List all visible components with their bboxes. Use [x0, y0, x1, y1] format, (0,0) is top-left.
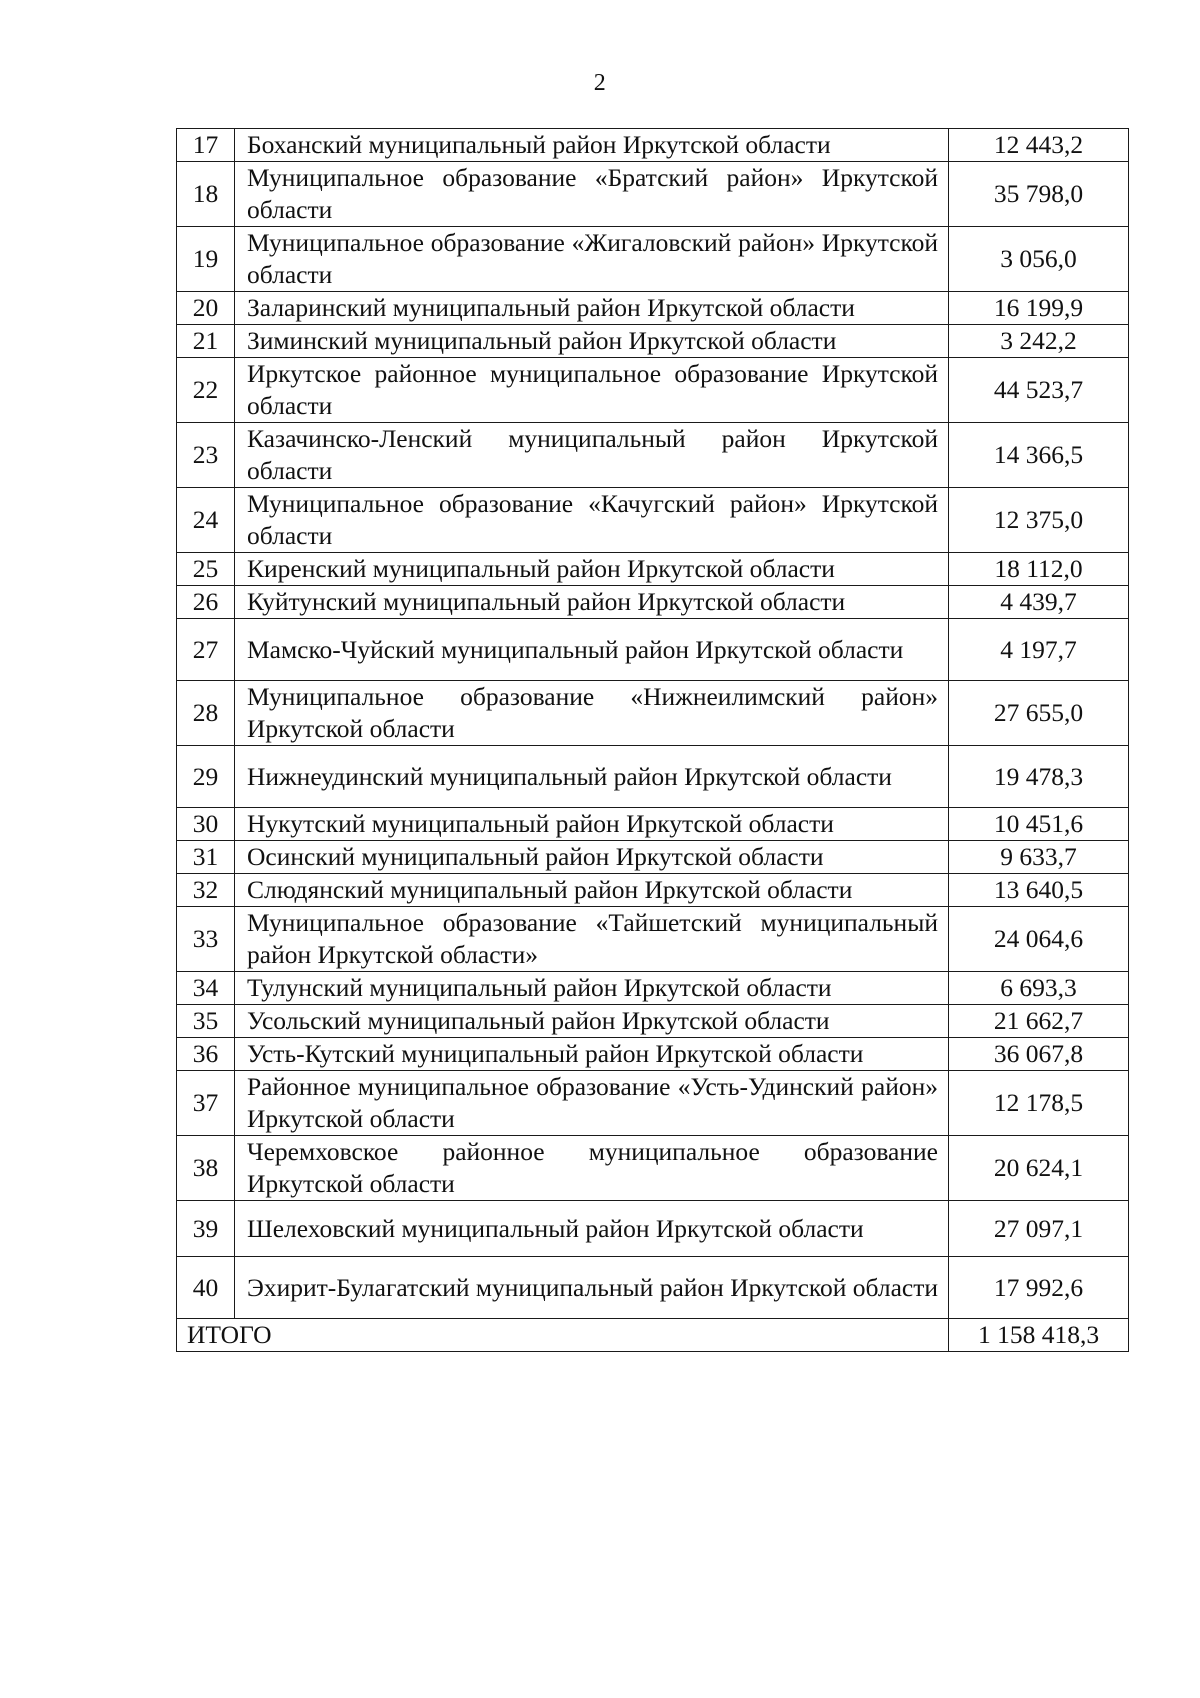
- row-number: 36: [177, 1038, 235, 1071]
- amount-value: 3 242,2: [949, 325, 1129, 358]
- total-label: ИТОГО: [177, 1319, 949, 1352]
- row-number: 18: [177, 162, 235, 227]
- row-number: 26: [177, 586, 235, 619]
- table-row: [177, 292, 1129, 325]
- table-row: [177, 358, 1129, 423]
- amount-value: 16 199,9: [949, 292, 1129, 325]
- table-row: [177, 874, 1129, 907]
- amount-value: 9 633,7: [949, 841, 1129, 874]
- page-number: 2: [593, 70, 607, 96]
- row-number: 25: [177, 553, 235, 586]
- amount-value: 20 624,1: [949, 1136, 1129, 1201]
- amount-value: 14 366,5: [949, 423, 1129, 488]
- amount-value: 24 064,6: [949, 907, 1129, 972]
- amount-value: 12 178,5: [949, 1071, 1129, 1136]
- municipality-name: Черемховское районное муниципальное образование Иркутской области: [235, 1136, 949, 1201]
- amount-value: 27 655,0: [949, 681, 1129, 746]
- table-row: [177, 619, 1129, 681]
- table-row: [177, 972, 1129, 1005]
- amount-value: 13 640,5: [949, 874, 1129, 907]
- row-number: 29: [177, 746, 235, 808]
- table-row: [177, 746, 1129, 808]
- table-row: [177, 808, 1129, 841]
- municipality-name: Тулунский муниципальный район Иркутской области: [235, 972, 949, 1005]
- table-row: [177, 1136, 1129, 1201]
- row-number: 21: [177, 325, 235, 358]
- amount-value: 6 693,3: [949, 972, 1129, 1005]
- municipality-name: Муниципальное образование «Жигаловский район» Иркутской области: [235, 227, 949, 292]
- table-row: [177, 907, 1129, 972]
- table-row: [177, 162, 1129, 227]
- row-number: 23: [177, 423, 235, 488]
- municipality-name: Нукутский муниципальный район Иркутской области: [235, 808, 949, 841]
- municipality-name: Киренский муниципальный район Иркутской области: [235, 553, 949, 586]
- table-row: [177, 1005, 1129, 1038]
- row-number: 34: [177, 972, 235, 1005]
- table-row: [177, 553, 1129, 586]
- municipality-name: Эхирит-Булагатский муниципальный район Иркутской области: [235, 1257, 949, 1319]
- municipality-name: Иркутское районное муниципальное образование Иркутской области: [235, 358, 949, 423]
- row-number: 38: [177, 1136, 235, 1201]
- row-number: 37: [177, 1071, 235, 1136]
- table-row: [177, 129, 1129, 162]
- table-row: [177, 325, 1129, 358]
- municipality-name: Боханский муниципальный район Иркутской области: [235, 129, 949, 162]
- row-number: 30: [177, 808, 235, 841]
- total-row: [177, 1319, 1129, 1352]
- municipality-name: Слюдянский муниципальный район Иркутской области: [235, 874, 949, 907]
- total-value: 1 158 418,3: [949, 1319, 1129, 1352]
- municipality-name: Районное муниципальное образование «Усть-Удинский район» Иркутской области: [235, 1071, 949, 1136]
- row-number: 39: [177, 1201, 235, 1257]
- table-row: [177, 488, 1129, 553]
- table-row: [177, 1038, 1129, 1071]
- municipality-name: Муниципальное образование «Братский район» Иркутской области: [235, 162, 949, 227]
- amount-value: 27 097,1: [949, 1201, 1129, 1257]
- table-row: [177, 586, 1129, 619]
- row-number: 22: [177, 358, 235, 423]
- row-number: 28: [177, 681, 235, 746]
- table-row: [177, 1257, 1129, 1319]
- municipality-name: Муниципальное образование «Тайшетский муниципальный район Иркутской области»: [235, 907, 949, 972]
- row-number: 32: [177, 874, 235, 907]
- row-number: 27: [177, 619, 235, 681]
- row-number: 19: [177, 227, 235, 292]
- municipality-name: Муниципальное образование «Нижнеилимский район» Иркутской области: [235, 681, 949, 746]
- amount-value: 12 375,0: [949, 488, 1129, 553]
- amount-value: 4 197,7: [949, 619, 1129, 681]
- municipality-name: Заларинский муниципальный район Иркутской области: [235, 292, 949, 325]
- amount-value: 36 067,8: [949, 1038, 1129, 1071]
- municipality-name: Казачинско-Ленский муниципальный район Иркутской области: [235, 423, 949, 488]
- row-number: 17: [177, 129, 235, 162]
- amount-value: 19 478,3: [949, 746, 1129, 808]
- table-row: [177, 227, 1129, 292]
- amount-value: 35 798,0: [949, 162, 1129, 227]
- table-row: [177, 1201, 1129, 1257]
- municipality-name: Куйтунский муниципальный район Иркутской области: [235, 586, 949, 619]
- table-body: [177, 129, 1129, 1352]
- amount-value: 10 451,6: [949, 808, 1129, 841]
- row-number: 31: [177, 841, 235, 874]
- municipality-name: Усольский муниципальный район Иркутской области: [235, 1005, 949, 1038]
- municipality-name: Муниципальное образование «Качугский район» Иркутской области: [235, 488, 949, 553]
- municipality-name: Мамско-Чуйский муниципальный район Иркутской области: [235, 619, 949, 681]
- amount-value: 44 523,7: [949, 358, 1129, 423]
- table-row: [177, 423, 1129, 488]
- municipality-name: Осинский муниципальный район Иркутской области: [235, 841, 949, 874]
- amount-value: 18 112,0: [949, 553, 1129, 586]
- municipality-name: Нижнеудинский муниципальный район Иркутской области: [235, 746, 949, 808]
- municipality-name: Зиминский муниципальный район Иркутской области: [235, 325, 949, 358]
- table-row: [177, 681, 1129, 746]
- table-row: [177, 1071, 1129, 1136]
- table-row: [177, 841, 1129, 874]
- amount-value: 12 443,2: [949, 129, 1129, 162]
- amount-value: 3 056,0: [949, 227, 1129, 292]
- row-number: 35: [177, 1005, 235, 1038]
- row-number: 40: [177, 1257, 235, 1319]
- municipality-name: Шелеховский муниципальный район Иркутской области: [235, 1201, 949, 1257]
- row-number: 20: [177, 292, 235, 325]
- municipality-name: Усть-Кутский муниципальный район Иркутской области: [235, 1038, 949, 1071]
- row-number: 33: [177, 907, 235, 972]
- amount-value: 4 439,7: [949, 586, 1129, 619]
- amount-value: 17 992,6: [949, 1257, 1129, 1319]
- allocation-table: [176, 128, 1129, 1352]
- amount-value: 21 662,7: [949, 1005, 1129, 1038]
- row-number: 24: [177, 488, 235, 553]
